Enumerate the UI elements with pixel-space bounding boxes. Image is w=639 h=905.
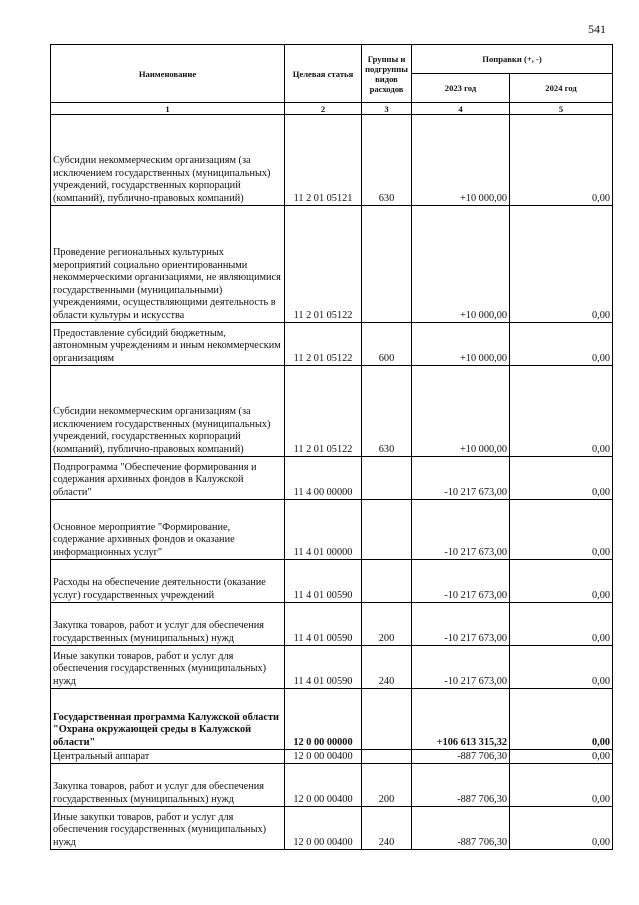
- row-name: Иные закупки товаров, работ и услуг для обеспечения государственных (муниципальных) нужд: [51, 646, 285, 689]
- header-year-2024: 2024 год: [510, 74, 613, 103]
- row-name: Расходы на обеспечение деятельности (оказание услуг) государственных учреждений: [51, 560, 285, 603]
- row-target-code: 11 2 01 05121: [285, 115, 362, 206]
- header-year-2023: 2023 год: [412, 74, 510, 103]
- table-row: [51, 560, 613, 603]
- row-target-code: 11 2 01 05122: [285, 323, 362, 366]
- row-amount-2024: 0,00: [510, 366, 613, 457]
- row-amount-2024: 0,00: [510, 457, 613, 500]
- row-target-code: 11 4 01 00000: [285, 500, 362, 560]
- row-target-code: 12 0 00 00400: [285, 764, 362, 807]
- row-target-code: 11 4 01 00590: [285, 560, 362, 603]
- row-name: Закупка товаров, работ и услуг для обеспечения государственных (муниципальных) нужд: [51, 764, 285, 807]
- header-amendments: Поправки (+, -): [412, 45, 613, 74]
- row-name: Иные закупки товаров, работ и услуг для обеспечения государственных (муниципальных) нужд: [51, 807, 285, 850]
- row-target-code: 12 0 00 00400: [285, 807, 362, 850]
- header-groups: Группы и подгруппы видов расходов: [362, 45, 412, 103]
- row-group: [362, 500, 412, 560]
- row-amount-2023: +10 000,00: [412, 115, 510, 206]
- row-target-code: 11 4 01 00590: [285, 603, 362, 646]
- row-group: 200: [362, 603, 412, 646]
- row-name: Центральный аппарат: [51, 750, 285, 764]
- row-group: [362, 689, 412, 750]
- row-name: Подпрограмма "Обеспечение формирования и содержания архивных фондов в Калужской области": [51, 457, 285, 500]
- row-amount-2023: -10 217 673,00: [412, 500, 510, 560]
- row-name: Основное мероприятие "Формирование, содержание архивных фондов и оказание информационных услуг": [51, 500, 285, 560]
- row-amount-2023: +106 613 315,32: [412, 689, 510, 750]
- page-number: 541: [588, 22, 606, 36]
- row-amount-2024: 0,00: [510, 560, 613, 603]
- row-group: [362, 206, 412, 323]
- table-row: [51, 807, 613, 850]
- table-row: [51, 689, 613, 750]
- column-number: 4: [412, 103, 510, 115]
- column-number: 3: [362, 103, 412, 115]
- table-row: [51, 115, 613, 206]
- row-target-code: 11 2 01 05122: [285, 206, 362, 323]
- table-row: [51, 750, 613, 764]
- table-row: [51, 206, 613, 323]
- row-name: Проведение региональных культурных мероприятий социально ориентированными некоммерческими организациями, не являющимися государственными (муниципальными) учреждениями, осуществляющими деятельность в области культуры и искусства: [51, 206, 285, 323]
- row-group: 630: [362, 366, 412, 457]
- row-amount-2024: 0,00: [510, 323, 613, 366]
- table-row: [51, 323, 613, 366]
- row-name: Закупка товаров, работ и услуг для обеспечения государственных (муниципальных) нужд: [51, 603, 285, 646]
- row-amount-2023: -887 706,30: [412, 750, 510, 764]
- row-amount-2023: -10 217 673,00: [412, 646, 510, 689]
- row-amount-2024: 0,00: [510, 646, 613, 689]
- row-group: [362, 457, 412, 500]
- row-group: 600: [362, 323, 412, 366]
- row-amount-2024: 0,00: [510, 603, 613, 646]
- table-row: [51, 603, 613, 646]
- row-group: 630: [362, 115, 412, 206]
- row-target-code: 11 4 01 00590: [285, 646, 362, 689]
- row-amount-2024: 0,00: [510, 807, 613, 850]
- row-amount-2023: -10 217 673,00: [412, 560, 510, 603]
- table-row: [51, 457, 613, 500]
- row-amount-2023: -10 217 673,00: [412, 603, 510, 646]
- table-row: [51, 500, 613, 560]
- row-group: [362, 560, 412, 603]
- column-number: 5: [510, 103, 613, 115]
- row-group: 240: [362, 646, 412, 689]
- row-target-code: 11 4 00 00000: [285, 457, 362, 500]
- row-name: Государственная программа Калужской области "Охрана окружающей среды в Калужской области": [51, 689, 285, 750]
- row-amount-2024: 0,00: [510, 500, 613, 560]
- row-amount-2024: 0,00: [510, 115, 613, 206]
- row-name: Предоставление субсидий бюджетным, автономным учреждениям и иным некоммерческим организациям: [51, 323, 285, 366]
- row-amount-2023: +10 000,00: [412, 206, 510, 323]
- header-name: Наименование: [51, 45, 285, 103]
- table-row: [51, 764, 613, 807]
- row-name: Субсидии некоммерческим организациям (за исключением государственных (муниципальных) учреждений, государственных корпораций (компаний), публично-правовых компаний): [51, 115, 285, 206]
- row-amount-2024: 0,00: [510, 689, 613, 750]
- row-amount-2023: +10 000,00: [412, 323, 510, 366]
- row-amount-2024: 0,00: [510, 206, 613, 323]
- table-row: [51, 646, 613, 689]
- row-amount-2023: -887 706,30: [412, 764, 510, 807]
- table-row: [51, 366, 613, 457]
- row-amount-2024: 0,00: [510, 750, 613, 764]
- row-group: [362, 750, 412, 764]
- row-amount-2023: +10 000,00: [412, 366, 510, 457]
- header-target: Целевая статья: [285, 45, 362, 103]
- column-number: 1: [51, 103, 285, 115]
- row-name: Субсидии некоммерческим организациям (за исключением государственных (муниципальных) учреждений, государственных корпораций (компаний), публично-правовых компаний): [51, 366, 285, 457]
- row-target-code: 11 2 01 05122: [285, 366, 362, 457]
- row-amount-2024: 0,00: [510, 764, 613, 807]
- row-amount-2023: -10 217 673,00: [412, 457, 510, 500]
- row-group: 200: [362, 764, 412, 807]
- row-target-code: 12 0 00 00400: [285, 750, 362, 764]
- row-target-code: 12 0 00 00000: [285, 689, 362, 750]
- row-amount-2023: -887 706,30: [412, 807, 510, 850]
- row-group: 240: [362, 807, 412, 850]
- budget-amendments-table: [50, 44, 613, 850]
- column-number: 2: [285, 103, 362, 115]
